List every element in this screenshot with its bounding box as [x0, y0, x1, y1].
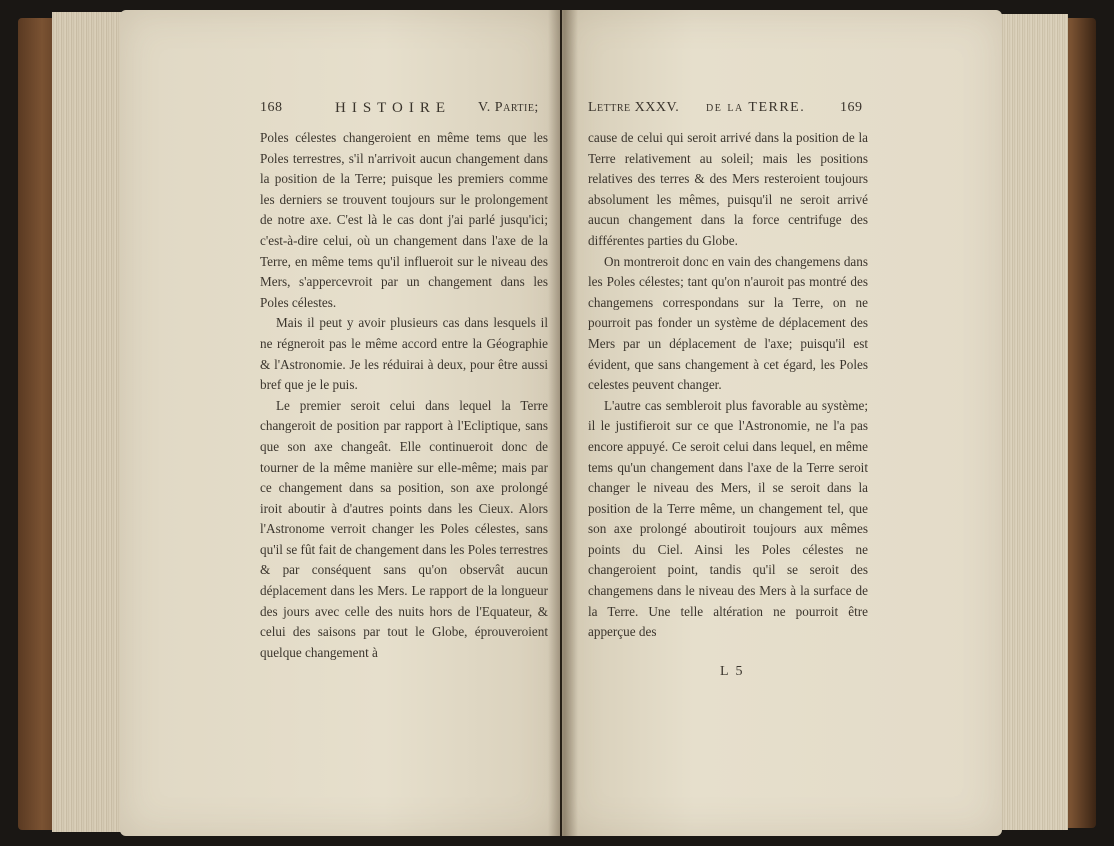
left-paragraph-3: Le premier seroit celui dans lequel la Terre changeroit de position par rapport à l'Ecliptique, sans que son axe changeât. Elle continueroit donc de tourner de la même manière sur elle-même; mais par ce changement dans sa position, son axe prolongé iroit aboutir à d'autres points dans les Cieux. Alors l'Astronome verroit changer les Poles célestes, sans qu'il se fût fait de changement dans les Poles terrestres & par conséquent sans qu'on observât aucun déplacement dans les Mers. Le rapport de la longueur des jours avec celle des nuits hors de l'Equateur, & celui des saisons par tout le Globe, éprouveroient quelque changement à — [260, 397, 548, 660]
right-title: de la TERRE. — [706, 100, 806, 115]
right-page-number: 169 — [840, 100, 863, 115]
left-running-head: HISTOIRE — [335, 100, 452, 116]
left-paragraph-2: Mais il peut y avoir plusieurs cas dans lesquels il ne régneroit pas le même accord entre la Géographie & l'Astronomie. Je les réduirai à deux, pour être aussi bref que je le puis. — [260, 315, 548, 393]
book-gutter — [548, 10, 578, 836]
right-paragraph-2: On montreroit donc en vain des changemens dans les Poles célestes; tant qu'on n'auroit pas montré des changemens correspondans sur la Terre, on ne pourroit pas fonder un système de déplacement des Mers par un déplacement de l'axe; puisqu'il est évident, que sans changement à cet égard, les Poles celestes peuvent changer. — [588, 253, 868, 393]
right-paragraph-3: L'autre cas sembleroit plus favorable au système; il le justifieroit sur ce que l'Astronomie, ne l'a pas encore appuyé. Ce seroit celui dans lequel, en même tems qu'un changement dans l'axe de la Terre seroit changer le niveau des Mers, il se seroit dans la position de la Terre même, un changement tel, que son axe prolongé aboutiroit toujours aux mêmes points du Ciel. Ainsi les Poles célestes ne changeroient point, tandis qu'il se seroit des changemens dans le niveau des Mers à la surface de la Terre. Une telle altération ne pourroit être apperçue des — [588, 397, 868, 640]
signature-mark: L 5 — [720, 664, 745, 679]
page-edges-right — [998, 14, 1068, 830]
right-paragraph-1: cause de celui qui seroit arrivé dans la position de la Terre relativement au soleil; mais les positions relatives des terres & des Mers resteroient toujours absolument les mêmes, puisqu'il ne seroit arrivé aucun changement dans la force centrifuge des différentes parties du Globe. — [588, 130, 868, 248]
left-page-header — [260, 100, 550, 122]
left-page-text — [260, 128, 548, 663]
right-running-head: Lettre XXXV. — [588, 100, 680, 115]
left-page-number: 168 — [260, 100, 283, 115]
right-page-text — [588, 128, 868, 643]
left-section: V. Partie; — [478, 100, 539, 115]
left-paragraph-1: Poles célestes changeroient en même tems que les Poles terrestres, s'il n'arrivoit aucun changement dans la position de la Terre; puisque les premiers comme les derniers se trouvent toujours sur le prolongement de notre axe. C'est là le cas dont j'ai parlé jusqu'ici; c'est-à-dire celui, où un changement dans l'axe de la Terre, en même tems qu'il influeroit sur le niveau des Mers, s'appercevroit par un changement dans les Poles célestes. — [260, 130, 548, 310]
right-page-header — [588, 100, 868, 122]
